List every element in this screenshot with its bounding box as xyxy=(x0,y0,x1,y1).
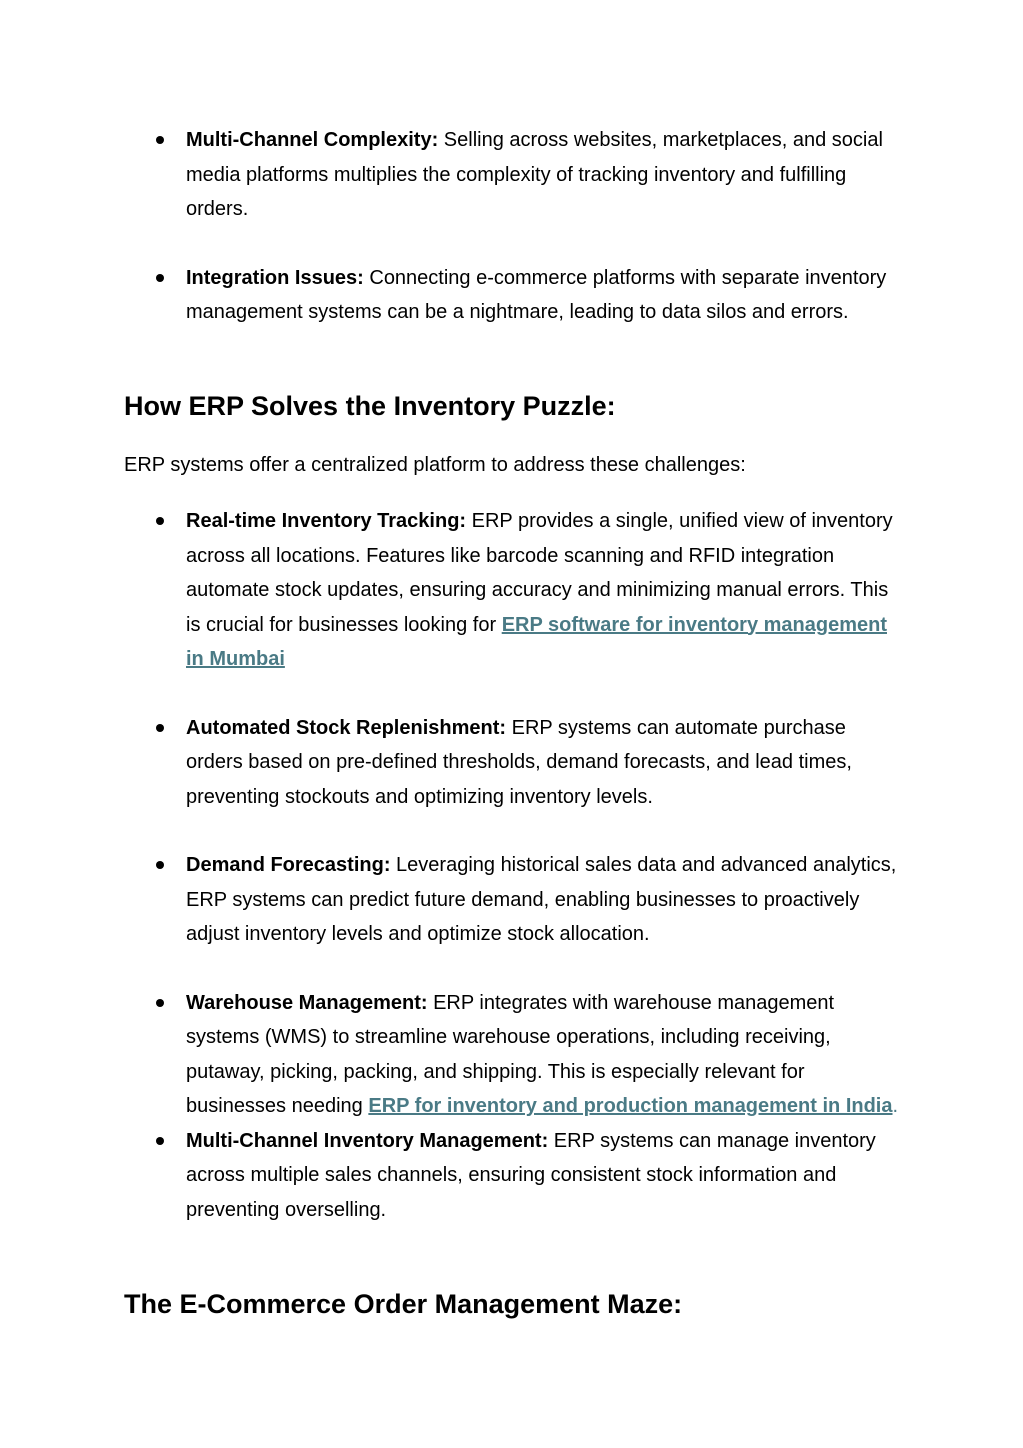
bullet-term: Integration Issues: xyxy=(186,266,364,289)
bullet-term: Warehouse Management: xyxy=(186,991,428,1014)
bullet-text: ERP systems can automate purchase orders based on pre-defined thresholds, demand forecasts, and lead times, preventing stockouts and optimizing inventory levels. xyxy=(186,716,852,808)
bullet-term: Multi-Channel Inventory Management: xyxy=(186,1129,549,1152)
bullet-term: Demand Forecasting: xyxy=(186,854,391,876)
section-intro: ERP systems offer a centralized platform to address these challenges: xyxy=(124,454,746,476)
erp-mumbai-link[interactable]: ERP software for inventory management in Mumbai xyxy=(186,613,887,670)
bullet-term: Real-time Inventory Tracking: xyxy=(186,510,467,532)
bullet-text: Leveraging historical sales data and advanced analytics, ERP systems can predict future demand, enabling businesses to proactively adjust inventory levels and optimize stock allocation. xyxy=(186,854,897,945)
list-item xyxy=(186,504,906,677)
bullet-text: ERP integrates with warehouse management systems (WMS) to streamline warehouse operations, including receiving, putaway, picking, packing, and shipping. This is especially relevant for businesses needing xyxy=(186,991,835,1117)
list-item xyxy=(186,848,906,952)
erp-india-link[interactable]: ERP for inventory and production management in India xyxy=(368,1095,893,1117)
challenges-list xyxy=(186,123,906,330)
list-item xyxy=(186,1124,906,1228)
list-item xyxy=(186,261,906,330)
bullet-text: ERP systems can manage inventory across multiple sales channels, ensuring consistent stock information and preventing overselling. xyxy=(186,1129,876,1221)
bullet-text: ERP provides a single, unified view of inventory across all locations. Features like barcode scanning and RFID integration automate stock updates, ensuring accuracy and minimizing manual errors. This is crucial for businesses looking for xyxy=(186,510,893,636)
section-heading: The E-Commerce Order Management Maze: xyxy=(124,1289,683,1319)
bullet-text: Selling across websites, marketplaces, and social media platforms multiplies the complexity of tracking inventory and fulfilling orders. xyxy=(186,129,883,220)
list-item xyxy=(186,986,906,1124)
link-period: . xyxy=(892,1095,899,1117)
erp-solutions-list xyxy=(186,504,906,1227)
bullet-term: Multi-Channel Complexity: xyxy=(186,129,439,151)
section-heading: How ERP Solves the Inventory Puzzle: xyxy=(124,391,616,421)
bullet-text: Connecting e-commerce platforms with separate inventory management systems can be a nightmare, leading to data silos and errors. xyxy=(186,266,887,323)
bullet-term: Automated Stock Replenishment: xyxy=(186,716,507,739)
list-item xyxy=(186,123,906,227)
list-item xyxy=(186,711,906,815)
